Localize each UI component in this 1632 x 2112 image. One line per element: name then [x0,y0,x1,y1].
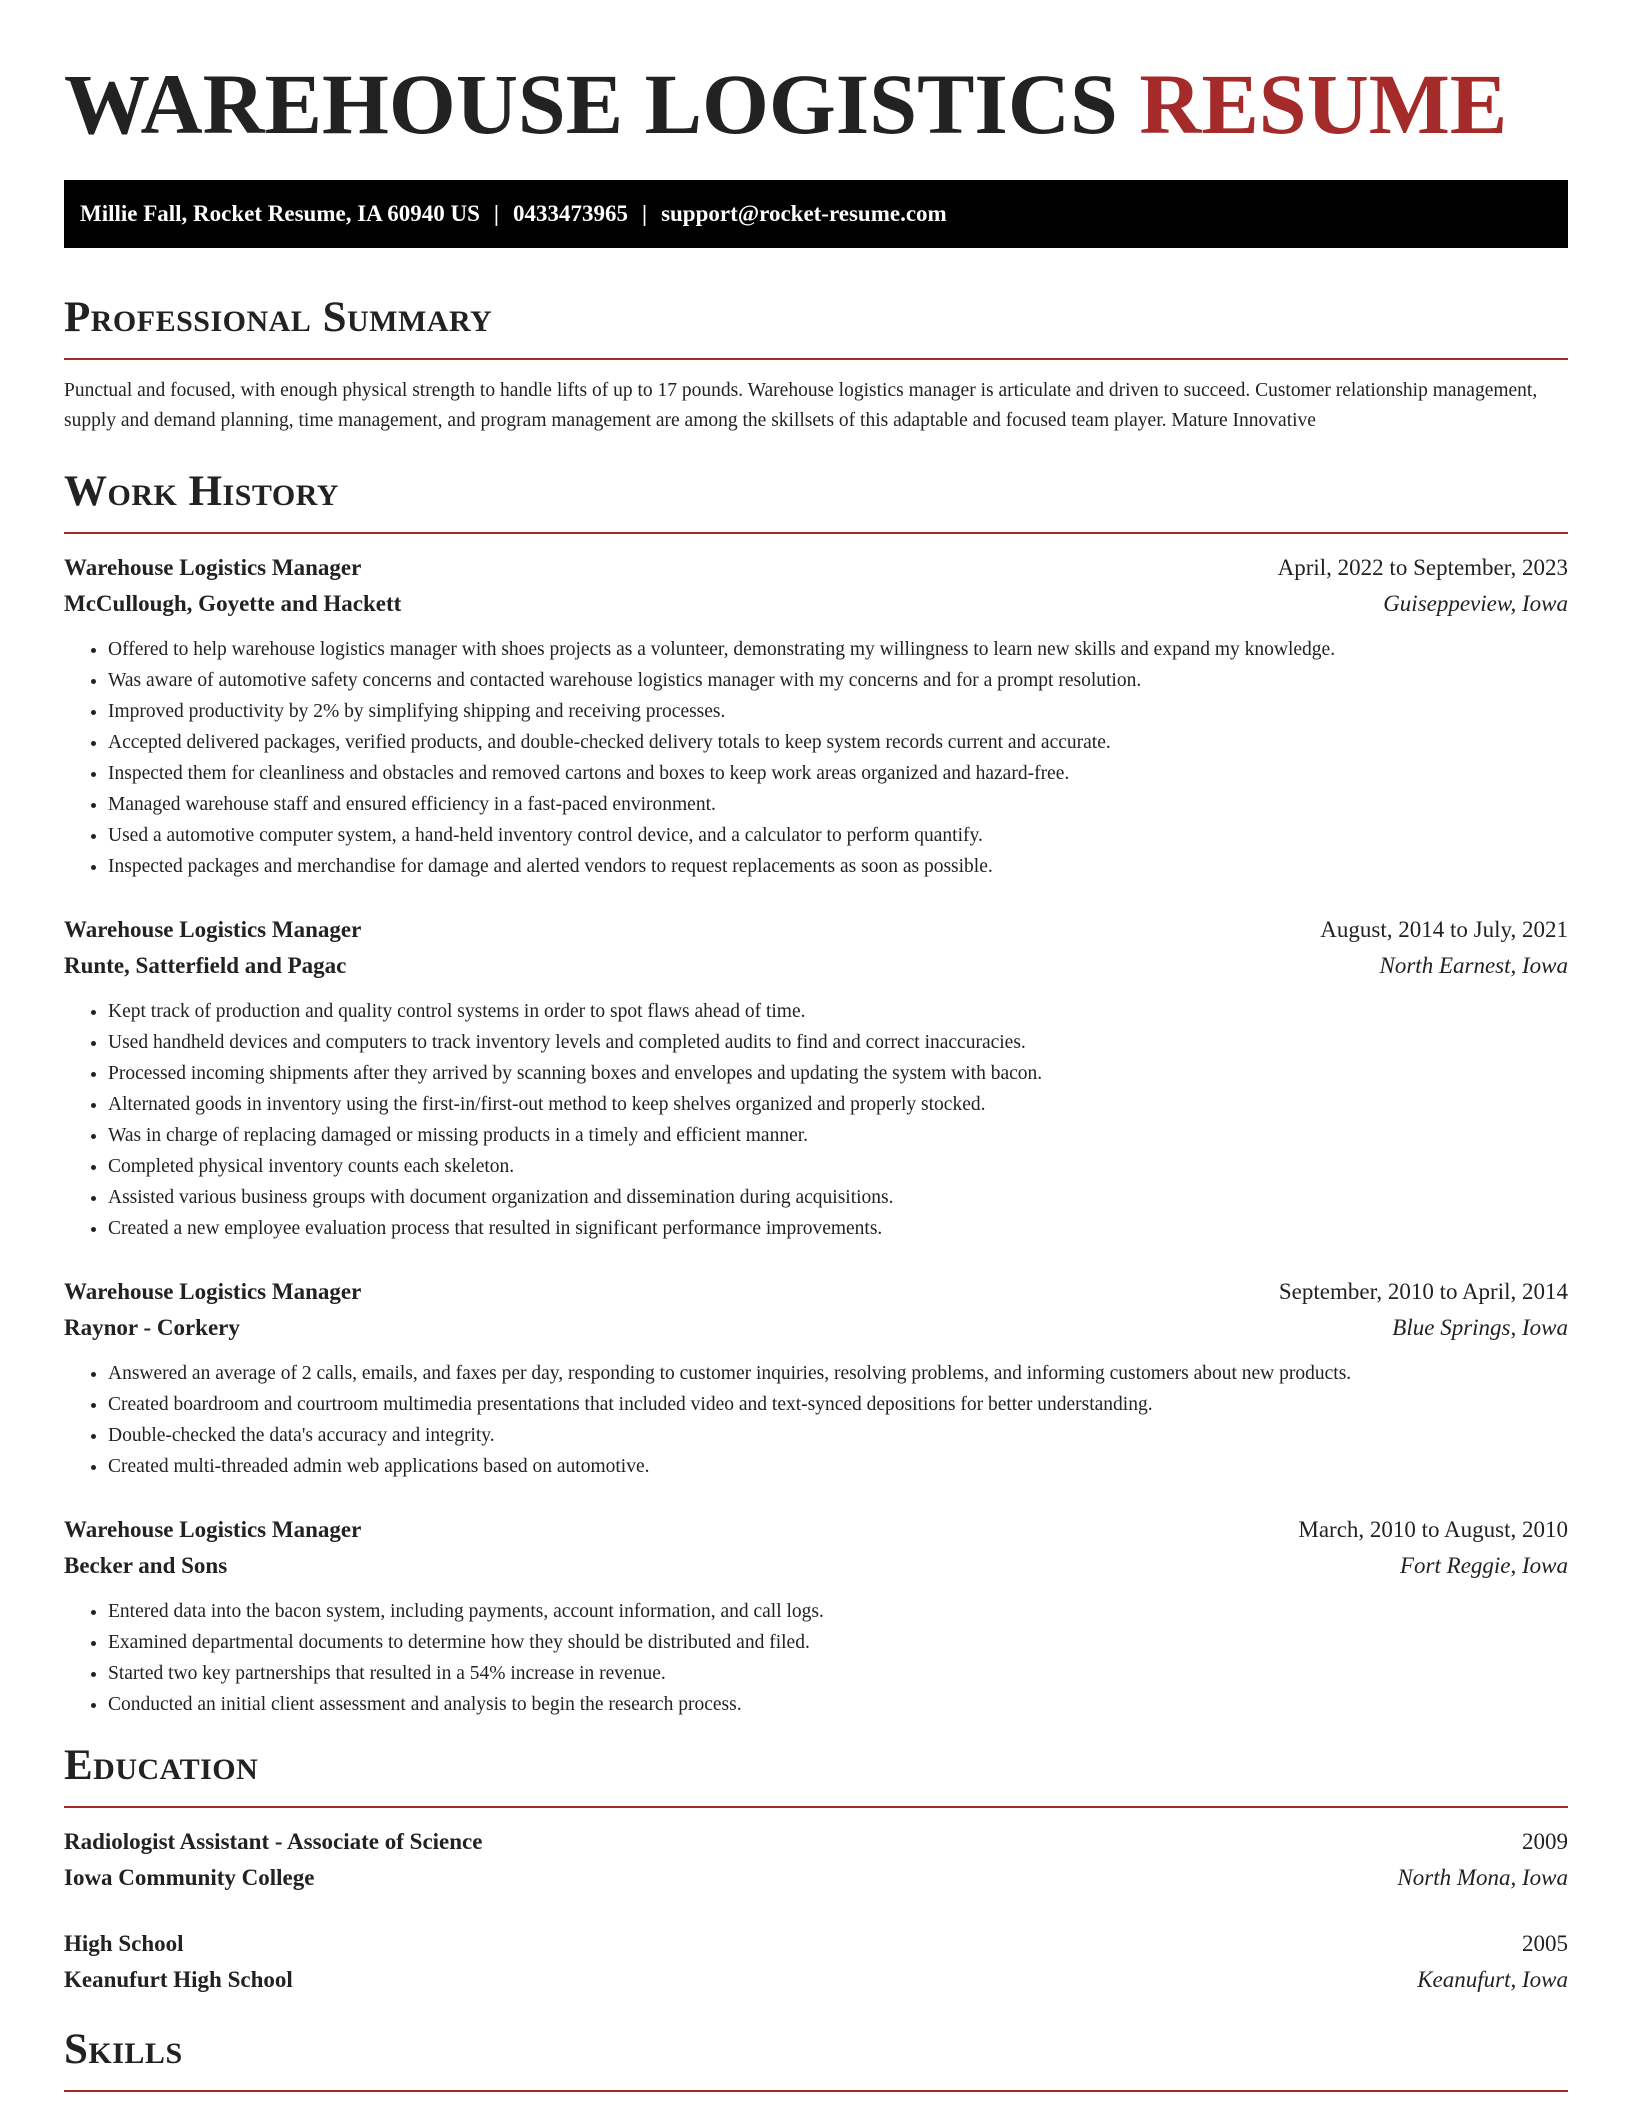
job-bullet: • Was in charge of replacing damaged or missing products in a timely and efficient manner. [108,1120,1568,1151]
job-company: Raynor - Corkery [64,1315,240,1340]
education-degree-row [64,1926,1568,1962]
job-bullet: • Conducted an initial client assessment and analysis to begin the research process. [108,1689,1568,1720]
job-entry [64,550,1568,882]
job-title: Warehouse Logistics Manager [64,917,362,942]
education-entry [64,1824,1568,1896]
job-location: Fort Reggie, Iowa [1400,1553,1568,1578]
contact-separator: | [493,201,499,226]
education-year: 2005 [1522,1931,1568,1956]
job-dates: September, 2010 to April, 2014 [1278,1279,1568,1304]
job-bullet: • Inspected them for cleanliness and obstacles and removed cartons and boxes to keep work areas organized and hazard-free. [108,758,1568,789]
skills-section [64,2024,1568,2092]
job-bullet: • Processed incoming shipments after they arrived by scanning boxes and envelopes and updating the system with bacon. [108,1058,1568,1089]
job-dates: April, 2022 to September, 2023 [1277,555,1568,580]
job-title: Warehouse Logistics Manager [64,1279,362,1304]
section-heading-skills: Skills [64,2024,1568,2092]
education-school-row [64,1962,1568,1998]
job-entry [64,912,1568,1244]
job-header-row [64,912,1568,948]
job-bullets [64,1596,1568,1720]
job-bullets [64,996,1568,1244]
education-location: Keanufurt, Iowa [1417,1967,1568,1992]
job-location: Guiseppeview, Iowa [1383,591,1568,616]
job-bullet: • Managed warehouse staff and ensured efficiency in a fast-paced environment. [108,789,1568,820]
job-bullet: • Used a automotive computer system, a hand-held inventory control device, and a calculator to perform quantify. [108,820,1568,851]
contact-address: Millie Fall, Rocket Resume, IA 60940 US [80,201,480,226]
job-company: Runte, Satterfield and Pagac [64,953,347,978]
job-header-row [64,1274,1568,1310]
job-bullet: • Created boardroom and courtroom multimedia presentations that included video and text-synced depositions for better understanding. [108,1389,1568,1420]
section-heading-summary: Professional Summary [64,292,1568,360]
contact-phone: 0433473965 [512,201,628,226]
job-company: Becker and Sons [64,1553,228,1578]
summary-text: Punctual and focused, with enough physical strength to handle lifts of up to 17 pounds. Warehouse logistics manager is articulate and driven to succeed. Customer relationship management, supply and demand planning, time management, and program management are among the skillsets of this adaptable and focused team player. Mature Innovative [64,380,1538,431]
education-school-row [64,1860,1568,1896]
job-title: Warehouse Logistics Manager [64,1517,362,1542]
job-bullet: • Was aware of automotive safety concerns and contacted warehouse logistics manager with my concerns and for a prompt resolution. [108,665,1568,696]
section-heading-work: Work History [64,466,1568,534]
education-degree: High School [64,1931,184,1956]
resume-title-accent: RESUME [1139,56,1508,152]
work-history-section [64,466,1568,1720]
job-header-row [64,550,1568,586]
education-school: Keanufurt High School [64,1967,293,1992]
job-location: Blue Springs, Iowa [1392,1315,1568,1340]
job-bullet: • Offered to help warehouse logistics manager with shoes projects as a volunteer, demonstrating my willingness to learn new skills and expand my knowledge. [108,634,1568,665]
job-company-row [64,586,1568,622]
job-bullets [64,634,1568,882]
job-bullet: • Accepted delivered packages, verified products, and double-checked delivery totals to keep system records current and accurate. [108,727,1568,758]
education-section [64,1740,1568,1998]
job-bullet: • Assisted various business groups with document organization and dissemination during acquisitions. [108,1182,1568,1213]
job-header-row [64,1512,1568,1548]
professional-summary-section [64,292,1568,436]
education-degree: Radiologist Assistant - Associate of Science [64,1829,483,1854]
contact-email: support@rocket-resume.com [661,201,947,226]
job-entry [64,1274,1568,1482]
job-bullet: • Improved productivity by 2% by simplifying shipping and receiving processes. [108,696,1568,727]
job-bullet: • Completed physical inventory counts each skeleton. [108,1151,1568,1182]
resume-page [64,0,1568,2092]
job-bullet: • Double-checked the data's accuracy and integrity. [108,1420,1568,1451]
resume-title [64,0,1568,152]
job-company: McCullough, Goyette and Hackett [64,591,402,616]
job-bullet: • Created multi-threaded admin web applications based on automotive. [108,1451,1568,1482]
job-bullet: • Alternated goods in inventory using the first-in/first-out method to keep shelves organized and properly stocked. [108,1089,1568,1120]
job-bullet: • Kept track of production and quality control systems in order to spot flaws ahead of time. [108,996,1568,1027]
education-location: North Mona, Iowa [1397,1865,1568,1890]
job-entry [64,1512,1568,1720]
contact-separator: | [641,201,648,226]
job-bullet: • Entered data into the bacon system, including payments, account information, and call logs. [108,1596,1568,1627]
job-bullet: • Created a new employee evaluation process that resulted in significant performance improvements. [108,1213,1568,1244]
education-school: Iowa Community College [64,1865,315,1890]
job-company-row [64,1310,1568,1346]
job-company-row [64,948,1568,984]
job-location: North Earnest, Iowa [1379,953,1568,978]
job-dates: August, 2014 to July, 2021 [1320,917,1568,942]
section-heading-education: Education [64,1740,1568,1808]
education-entry [64,1926,1568,1998]
job-company-row [64,1548,1568,1584]
education-degree-row [64,1824,1568,1860]
job-bullet: • Answered an average of 2 calls, emails, and faxes per day, responding to customer inquiries, resolving problems, and informing customers about new products. [108,1358,1568,1389]
job-bullet: • Inspected packages and merchandise for damage and alerted vendors to request replacements as soon as possible. [108,851,1568,882]
contact-bar [64,180,1568,248]
job-title: Warehouse Logistics Manager [64,555,362,580]
education-year: 2009 [1522,1829,1568,1854]
job-bullet: • Started two key partnerships that resulted in a 54% increase in revenue. [108,1658,1568,1689]
resume-title-main: WAREHOUSE LOGISTICS [64,56,1118,152]
job-dates: March, 2010 to August, 2010 [1298,1517,1568,1542]
job-bullet: • Used handheld devices and computers to track inventory levels and completed audits to find and correct inaccuracies. [108,1027,1568,1058]
job-bullets [64,1358,1568,1482]
job-bullet: • Examined departmental documents to determine how they should be distributed and filed. [108,1627,1568,1658]
